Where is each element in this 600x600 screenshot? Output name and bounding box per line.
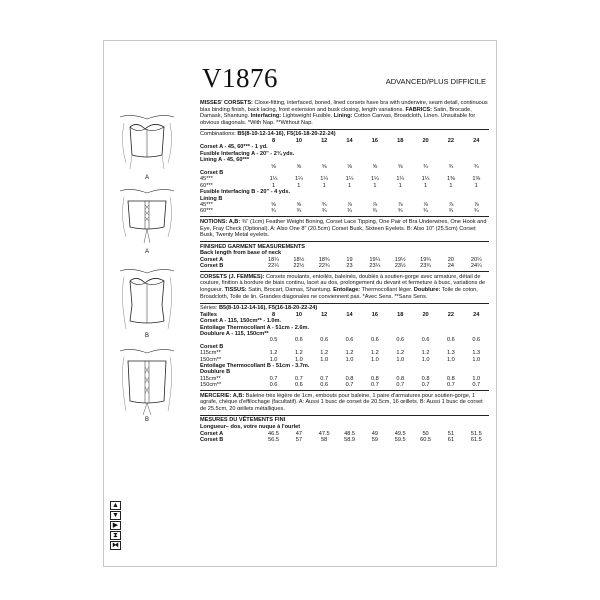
size-cell: 10 bbox=[295, 138, 302, 145]
divider bbox=[200, 390, 489, 391]
fr-description-text: Corsets moulants, entoilés, baleinés, doublés à soutien-gorge avec armature, détail de couture, finition à bordure de biais continu, lacet au dos, prolongement du devant et fermeture à busc, variations de longueur. bbox=[200, 273, 486, 294]
series-label: Séries: bbox=[200, 305, 218, 312]
row-text: Fusible Interfacing A - 20" - 2¾ yds. bbox=[200, 150, 295, 157]
divider bbox=[200, 303, 489, 304]
value-cell: 49 bbox=[371, 430, 378, 437]
row-label: 45*** bbox=[200, 202, 213, 209]
divider bbox=[200, 216, 489, 217]
value-cell: 1.2 bbox=[396, 350, 405, 357]
value-cell: 50 bbox=[422, 430, 429, 437]
back-length-label bbox=[200, 250, 489, 257]
corset-a-front-sketch bbox=[112, 113, 182, 181]
french-mercerie bbox=[200, 393, 489, 413]
notions-title: NOTIONS: A,B: bbox=[200, 218, 241, 225]
tissus-title: TISSUS: bbox=[224, 287, 247, 294]
value-cell: 61.5 bbox=[470, 437, 482, 444]
value-cell: 58 bbox=[321, 437, 328, 444]
value-cell: 18¼ bbox=[268, 256, 279, 263]
mercerie-title: MERCERIE: A,B: bbox=[200, 392, 245, 399]
series-line bbox=[200, 305, 489, 312]
value-cell: ⅝ bbox=[397, 163, 403, 170]
value-cell: 1¼ bbox=[370, 176, 379, 183]
figure-label: A bbox=[144, 175, 149, 181]
value-cell: 0.5 bbox=[269, 337, 278, 344]
table-row bbox=[200, 263, 489, 269]
size-cell: 20 bbox=[422, 138, 429, 145]
row-text: Doublure B bbox=[200, 369, 231, 376]
value-cell: 22½ bbox=[293, 263, 305, 270]
value-cell: ¾ bbox=[296, 208, 302, 215]
lining-text: Cotton Canvas, Broadcloth, Linen. Unsuitable for obvious diagonals. *With Nap. **Without Nap. bbox=[200, 113, 476, 127]
value-cell: 19½ bbox=[394, 256, 406, 263]
value-cell: 23¼ bbox=[369, 263, 381, 270]
value-cell: ⅞ bbox=[372, 202, 378, 209]
value-cell: 1.3 bbox=[447, 350, 455, 357]
row-text: Doublure A - 115, 150cm** bbox=[200, 330, 269, 337]
value-cell: 1¼ bbox=[320, 176, 329, 183]
value-cell: 19¾ bbox=[420, 256, 431, 263]
table-row bbox=[200, 208, 489, 214]
entoilage-text: Thermocollant léger. bbox=[361, 287, 413, 294]
value-cell: ¾ bbox=[321, 202, 327, 209]
size-cell: 10 bbox=[295, 311, 302, 318]
french-description bbox=[200, 274, 489, 301]
value-cell: 0.8 bbox=[370, 375, 379, 382]
value-cell: 0.7 bbox=[472, 382, 481, 389]
value-cell: 48.5 bbox=[344, 430, 355, 437]
value-cell: ¾ bbox=[423, 208, 428, 215]
value-cell: ¾ bbox=[473, 208, 479, 215]
size-cell: 8 bbox=[271, 138, 276, 145]
value-cell: 0.8 bbox=[421, 375, 430, 382]
size-cell: 14 bbox=[346, 311, 353, 318]
value-cell: ⅝ bbox=[321, 163, 327, 170]
row-text: Corset A - 45, 60*** - 1 yd. bbox=[200, 144, 268, 151]
value-cell: ¾ bbox=[448, 163, 454, 170]
divider bbox=[200, 129, 489, 130]
value-cell: 1¼ bbox=[294, 176, 303, 183]
value-cell: 0.6 bbox=[447, 337, 455, 344]
value-cell: ¾ bbox=[473, 163, 479, 170]
value-cell: ¾ bbox=[397, 208, 403, 215]
doublure-title: Doublure: bbox=[413, 287, 441, 294]
size-cell: 16 bbox=[371, 311, 378, 318]
value-cell: 0.7 bbox=[345, 382, 354, 389]
value-cell: 1¼ bbox=[269, 176, 278, 183]
divider bbox=[200, 241, 489, 242]
finished-heading: FINISHED GARMENT MEASUREMENTS bbox=[200, 243, 306, 250]
value-cell: 46.5 bbox=[268, 430, 279, 437]
hourglass-icon: ⧗ bbox=[110, 531, 121, 540]
value-cell: 1¼ bbox=[396, 176, 405, 183]
row-label: 150cm** bbox=[200, 382, 222, 389]
french-finished-table bbox=[200, 431, 489, 444]
value-cell: 1 bbox=[474, 182, 478, 189]
value-cell: 1 bbox=[398, 182, 402, 189]
description-text: Close-fitting, interfaced, boned, lined corsets have bra with underwire, seam detail, continuous bias binding finish, back lacing, front extension and busk closing, length variations. bbox=[200, 100, 488, 113]
value-cell: 0.6 bbox=[396, 337, 405, 344]
size-cell: 22 bbox=[447, 311, 455, 318]
value-cell: 19 bbox=[346, 256, 353, 263]
interfacing-title: Interfacing: bbox=[250, 113, 282, 120]
value-cell: 19¼ bbox=[369, 256, 381, 263]
value-cell: 47 bbox=[295, 430, 302, 437]
value-cell: 1⅜ bbox=[472, 176, 481, 183]
table-row bbox=[200, 382, 489, 388]
value-cell: 1.2 bbox=[370, 350, 379, 357]
size-cell: 20 bbox=[422, 311, 429, 318]
value-cell: ⅝ bbox=[271, 202, 276, 209]
value-cell: 1¼ bbox=[345, 176, 354, 183]
value-cell: 57 bbox=[295, 437, 302, 444]
value-cell: ⅞ bbox=[347, 202, 352, 209]
figure-column bbox=[104, 41, 190, 566]
value-cell: 59 bbox=[371, 437, 378, 444]
combinations-line bbox=[200, 131, 489, 138]
value-cell: ¾ bbox=[321, 208, 327, 215]
value-cell: 1.0 bbox=[447, 356, 455, 363]
finished-title bbox=[200, 244, 489, 251]
value-cell: 1.2 bbox=[345, 350, 354, 357]
value-cell: 58.9 bbox=[344, 437, 355, 444]
corset-b-back-sketch bbox=[112, 347, 182, 423]
row-text: Entoilage Thermocollant B - 51cm - 3.7m. bbox=[200, 362, 310, 369]
size-cell: 14 bbox=[346, 138, 353, 145]
value-cell: 1.2 bbox=[269, 350, 278, 357]
value-cell: 1.3 bbox=[472, 350, 481, 357]
value-cell: 0.8 bbox=[345, 375, 354, 382]
value-cell: 0.6 bbox=[370, 337, 379, 344]
french-metrage-table bbox=[200, 312, 489, 389]
value-cell: 56.5 bbox=[268, 437, 279, 444]
value-cell: 61 bbox=[447, 437, 455, 444]
bowtie-icon: ⧓ bbox=[112, 542, 119, 549]
value-cell: 59.5 bbox=[394, 437, 406, 444]
value-cell: 23½ bbox=[394, 263, 406, 270]
row-label: 60*** bbox=[200, 182, 213, 189]
value-cell: 1⅜ bbox=[447, 176, 455, 183]
value-cell: 1 bbox=[322, 182, 326, 189]
value-cell: 18¾ bbox=[318, 256, 330, 263]
value-cell: 22¾ bbox=[318, 263, 330, 270]
value-cell: 18½ bbox=[293, 256, 305, 263]
value-cell: 1.0 bbox=[320, 356, 329, 363]
value-cell: 51.5 bbox=[470, 430, 482, 437]
value-cell: 0.6 bbox=[269, 382, 278, 389]
fr-description-title: CORSETS (J. FEMMES): bbox=[200, 273, 265, 280]
longueur-text: Longueur– dos, votre nuque à l'ourlet bbox=[200, 423, 301, 430]
value-cell: 1.0 bbox=[472, 356, 481, 363]
row-label: 60*** bbox=[200, 208, 213, 215]
entoilage-title: Entoilage: bbox=[333, 287, 361, 294]
table-row bbox=[200, 437, 489, 443]
value-cell: 0.6 bbox=[294, 337, 303, 344]
value-cell: 23¾ bbox=[420, 263, 431, 270]
value-cell: 51 bbox=[447, 430, 455, 437]
interfacing-text: Lightweight Fusible. bbox=[282, 113, 333, 120]
triangle-down-icon: ▼ bbox=[110, 511, 121, 520]
combinations-value: B5(8-10-12-14-16), F5(16-18-20-22-24) bbox=[237, 131, 336, 138]
mercerie-text: Baleine très légère de 1cm, embouts pour baleine, 1 paire d'armatures pour soutien-gorge, 1 agrafe, chèque d'effilochage (facultatif). A: Aussi 1 busc de corset de 20.5cm, 16 œillets. B: Aussi 1 busc de corset de 25.5cm, 20 œillets métalliques. bbox=[200, 392, 483, 413]
english-yardage-table bbox=[200, 138, 489, 215]
care-symbols bbox=[110, 501, 122, 551]
value-cell: 24 bbox=[447, 263, 455, 270]
value-cell: 0.6 bbox=[320, 337, 329, 344]
value-cell: 47.5 bbox=[318, 430, 330, 437]
value-cell: 24¼ bbox=[470, 263, 482, 270]
value-cell: 0.8 bbox=[447, 375, 455, 382]
value-cell: ¾ bbox=[372, 208, 378, 215]
back-length-text: Back length from base of neck bbox=[200, 250, 282, 257]
value-cell: ⅝ bbox=[372, 163, 378, 170]
size-cell: 16 bbox=[371, 138, 378, 145]
size-cell: 12 bbox=[321, 311, 328, 318]
value-cell: ⅞ bbox=[423, 202, 428, 209]
corset-b-front-sketch bbox=[112, 267, 182, 339]
english-finished-table bbox=[200, 257, 489, 270]
corset-a-back-sketch bbox=[112, 187, 182, 255]
row-text: Lining B bbox=[200, 195, 223, 202]
value-cell: 0.6 bbox=[294, 382, 303, 389]
figure-label: B bbox=[144, 333, 149, 339]
value-cell: ⅝ bbox=[296, 202, 302, 209]
value-cell: 1.0 bbox=[421, 356, 430, 363]
value-cell: 0.7 bbox=[269, 375, 278, 382]
english-description bbox=[200, 100, 489, 127]
value-cell: 1.2 bbox=[320, 350, 329, 357]
size-cell: 24 bbox=[473, 311, 480, 318]
value-cell: 1.0 bbox=[345, 356, 354, 363]
size-cell: 22 bbox=[447, 138, 455, 145]
row-label: Corset A bbox=[200, 256, 224, 263]
lining-title: Lining: bbox=[333, 113, 353, 120]
value-cell: ⅞ bbox=[473, 202, 479, 209]
value-cell: 1¼ bbox=[421, 176, 430, 183]
row-label: Corset B bbox=[200, 263, 224, 270]
value-cell: 0.8 bbox=[396, 375, 405, 382]
divider bbox=[200, 415, 489, 416]
value-cell: 1.0 bbox=[370, 356, 379, 363]
row-text: Corset B bbox=[200, 170, 224, 177]
size-cell: 18 bbox=[397, 311, 404, 318]
divider bbox=[200, 271, 489, 272]
size-cell: 8 bbox=[271, 311, 276, 318]
value-cell: ⅝ bbox=[296, 163, 302, 170]
value-cell: 22¼ bbox=[268, 263, 279, 270]
value-cell: ¾ bbox=[347, 208, 352, 215]
size-cell: 24 bbox=[473, 138, 480, 145]
value-cell: 0.6 bbox=[472, 337, 481, 344]
notions-text: ⅜" (1cm) Feather Weight Boning, Corset Lace Tipping, One Pair of Bra Underwires, One Hook and Eye, Fray Check (Optional). A: Also One 8" (20.5cm) Corset Busk, Sixteen Eyelets. B: Also 10" (25.5cm) Corset Busk, Twenty Metal eyelets. bbox=[200, 218, 487, 239]
row-text: Corset B bbox=[200, 343, 224, 350]
value-cell: 0.7 bbox=[447, 382, 455, 389]
figure-label: B bbox=[144, 417, 149, 423]
value-cell: 1 bbox=[297, 182, 301, 189]
english-notions bbox=[200, 219, 489, 239]
mesures-heading: MESURES DU VÊTEMENTS FINI bbox=[200, 417, 286, 424]
value-cell: 1.2 bbox=[421, 350, 430, 357]
row-label: Corset A bbox=[200, 430, 224, 437]
series-value: B5(8-10-12-14-16), F5(16-18-20-22-24) bbox=[218, 305, 318, 312]
tissus-text: Satin, Brocart, Damas, Shantung. bbox=[248, 287, 332, 294]
value-cell: ⅞ bbox=[397, 202, 403, 209]
value-cell: 0.6 bbox=[345, 337, 354, 344]
value-cell: 1.2 bbox=[294, 350, 303, 357]
longueur-label bbox=[200, 424, 489, 431]
value-cell: 0.7 bbox=[421, 382, 430, 389]
row-label: 115cm** bbox=[200, 350, 221, 357]
pattern-envelope-back bbox=[103, 40, 497, 567]
row-label: 115cm** bbox=[200, 375, 221, 382]
mesures-title bbox=[200, 417, 489, 424]
value-cell: 0.7 bbox=[320, 375, 329, 382]
value-cell: 49.5 bbox=[394, 430, 406, 437]
combinations-label: Combinations: bbox=[200, 131, 236, 138]
triangle-right-icon: ▶ bbox=[110, 521, 121, 530]
value-cell: 0.6 bbox=[421, 337, 430, 344]
pattern-info bbox=[200, 100, 489, 443]
fabrics-text: Satin, Brocade, Damask, Shantung. bbox=[200, 106, 472, 120]
row-text: Corset A - 115, 150cm** - 1.0m. bbox=[200, 318, 282, 325]
value-cell: 1.0 bbox=[294, 356, 303, 363]
value-cell: 1 bbox=[347, 182, 352, 189]
value-cell: 1 bbox=[424, 182, 428, 189]
value-cell: 1 bbox=[449, 182, 453, 189]
value-cell: 1 bbox=[271, 182, 276, 189]
value-cell: ⅞ bbox=[448, 202, 454, 209]
value-cell: 0.6 bbox=[320, 382, 329, 389]
row-label: 150cm** bbox=[200, 356, 222, 363]
figure-label: A bbox=[144, 249, 149, 255]
value-cell: ⅝ bbox=[347, 163, 352, 170]
pattern-number: V1876 bbox=[202, 63, 278, 93]
row-label: 45*** bbox=[200, 176, 213, 183]
value-cell: 60.5 bbox=[420, 437, 431, 444]
row-text: Fusible Interfacing B - 20" - 4 yds. bbox=[200, 189, 290, 196]
description-title: MISSES' CORSETS: bbox=[200, 100, 253, 106]
value-cell: 0.7 bbox=[370, 382, 379, 389]
row-text: Entoilage Thermocollant A - 51cm - 2.6m. bbox=[200, 324, 309, 331]
doublure-text: Toile de coton, Broadcloth, Toile de lin. Grandes diagonales ne conviennent pas. *Avec Sens. **Sans Sens. bbox=[200, 287, 478, 300]
fabrics-title: FABRICS: bbox=[405, 106, 432, 113]
value-cell: 1 bbox=[373, 182, 377, 189]
row-text: Lining A - 45, 60*** bbox=[200, 157, 250, 164]
size-cell: 18 bbox=[397, 138, 404, 145]
value-cell: 23 bbox=[346, 263, 353, 270]
value-cell: 0.7 bbox=[294, 375, 303, 382]
value-cell: ¾ bbox=[448, 208, 454, 215]
value-cell: ¾ bbox=[423, 163, 428, 170]
row-label: Tailles bbox=[200, 311, 217, 318]
row-label: Corset B bbox=[200, 437, 224, 444]
value-cell: 1.0 bbox=[396, 356, 405, 363]
value-cell: ⅝ bbox=[271, 163, 276, 170]
value-cell: ¾ bbox=[271, 208, 276, 215]
value-cell: 20¼ bbox=[470, 256, 482, 263]
value-cell: 1.0 bbox=[472, 375, 481, 382]
value-cell: 1.0 bbox=[269, 356, 278, 363]
difficulty-level: ADVANCED/PLUS DIFFICILE bbox=[385, 77, 486, 86]
size-cell: 12 bbox=[321, 138, 328, 145]
value-cell: 20 bbox=[447, 256, 455, 263]
triangle-up-icon: ▲ bbox=[110, 501, 121, 510]
value-cell: 0.7 bbox=[396, 382, 405, 389]
